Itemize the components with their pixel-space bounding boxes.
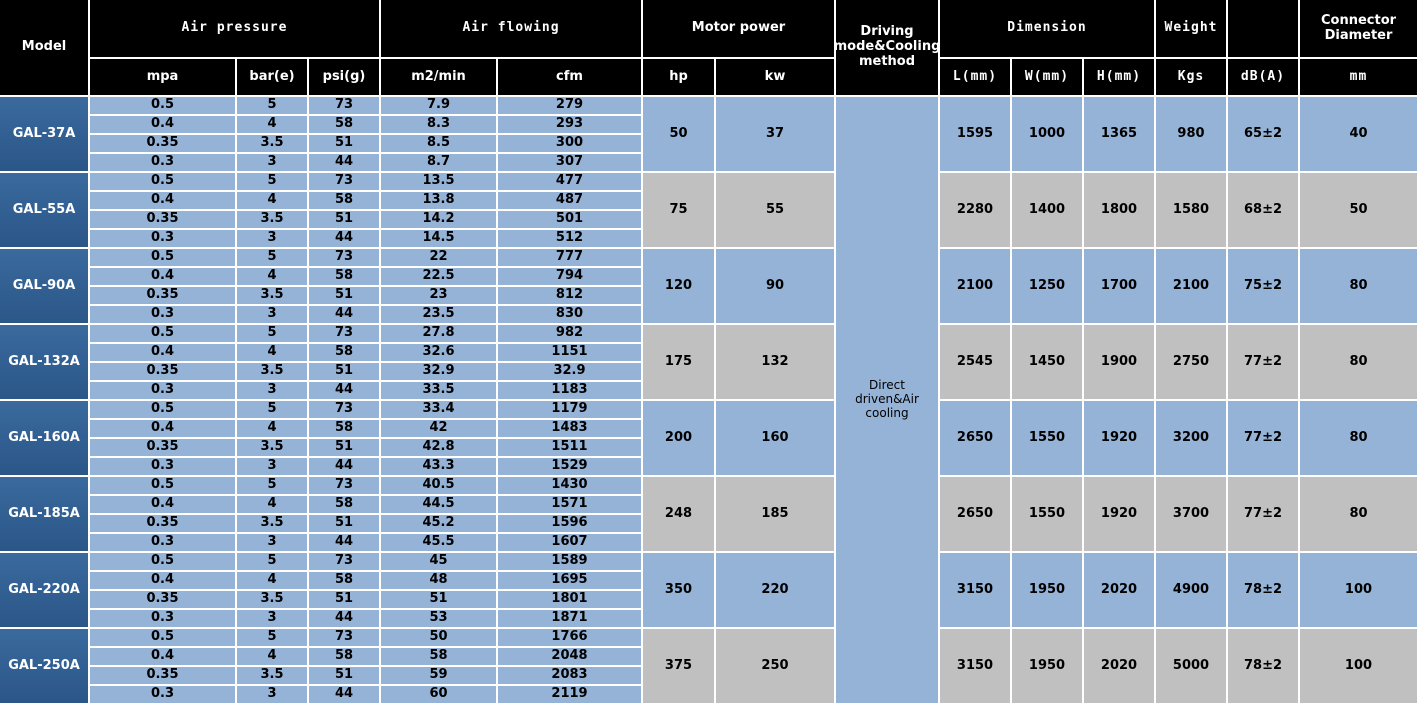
table-cell: 0.4 (90, 572, 235, 589)
table-cell: 0.4 (90, 116, 235, 133)
spec-kw: 37 (716, 97, 834, 171)
table-cell: 58 (309, 420, 379, 437)
spec-h: 2020 (1084, 629, 1154, 703)
spec-kw: 185 (716, 477, 834, 551)
spec-l: 2650 (940, 477, 1010, 551)
spec-db: 78±2 (1228, 629, 1298, 703)
table-cell: 4 (237, 116, 307, 133)
spec-hp: 248 (643, 477, 714, 551)
spec-kgs: 2100 (1156, 249, 1226, 323)
table-cell: 73 (309, 325, 379, 342)
spec-l: 1595 (940, 97, 1010, 171)
subheader-kw: kw (716, 59, 834, 95)
table-cell: 0.4 (90, 496, 235, 513)
table-cell: 44.5 (381, 496, 496, 513)
table-cell: 3 (237, 382, 307, 399)
table-cell: 53 (381, 610, 496, 627)
table-cell: 5 (237, 97, 307, 114)
table-cell: 48 (381, 572, 496, 589)
spec-l: 3150 (940, 553, 1010, 627)
table-cell: 58 (309, 116, 379, 133)
table-cell: 0.5 (90, 325, 235, 342)
table-cell: 43.3 (381, 458, 496, 475)
spec-l: 2280 (940, 173, 1010, 247)
table-cell: 3 (237, 306, 307, 323)
spec-db: 75±2 (1228, 249, 1298, 323)
table-cell: 8.7 (381, 154, 496, 171)
table-cell: 3.5 (237, 515, 307, 532)
table-cell: 73 (309, 249, 379, 266)
spec-h: 1700 (1084, 249, 1154, 323)
table-cell: 33.5 (381, 382, 496, 399)
table-cell: 0.35 (90, 287, 235, 304)
header-driving-method: Driving mode&Cooling method (836, 0, 938, 95)
table-cell: 3.5 (237, 211, 307, 228)
table-cell: 44 (309, 458, 379, 475)
spec-hp: 120 (643, 249, 714, 323)
model-name: GAL-250A (0, 629, 88, 703)
table-cell: 45 (381, 553, 496, 570)
table-cell: 50 (381, 629, 496, 646)
table-cell: 1695 (498, 572, 641, 589)
spec-kgs: 1580 (1156, 173, 1226, 247)
table-cell: 44 (309, 534, 379, 551)
table-cell: 2048 (498, 648, 641, 665)
table-cell: 4 (237, 420, 307, 437)
spec-w: 1550 (1012, 477, 1082, 551)
table-cell: 8.5 (381, 135, 496, 152)
table-cell: 59 (381, 667, 496, 684)
table-cell: 32.9 (498, 363, 641, 380)
table-cell: 982 (498, 325, 641, 342)
table-cell: 51 (309, 439, 379, 456)
table-cell: 27.8 (381, 325, 496, 342)
table-cell: 1571 (498, 496, 641, 513)
table-cell: 0.35 (90, 439, 235, 456)
table-cell: 3.5 (237, 591, 307, 608)
spec-mm: 80 (1300, 249, 1417, 323)
spec-w: 1450 (1012, 325, 1082, 399)
table-cell: 32.9 (381, 363, 496, 380)
table-cell: 58 (309, 344, 379, 361)
table-cell: 51 (309, 515, 379, 532)
table-cell: 0.4 (90, 344, 235, 361)
spec-l: 2100 (940, 249, 1010, 323)
table-cell: 45.5 (381, 534, 496, 551)
table-cell: 3.5 (237, 667, 307, 684)
spec-w: 1250 (1012, 249, 1082, 323)
spec-kw: 220 (716, 553, 834, 627)
table-cell: 1151 (498, 344, 641, 361)
table-cell: 44 (309, 610, 379, 627)
spec-hp: 375 (643, 629, 714, 703)
spec-db: 77±2 (1228, 325, 1298, 399)
spec-w: 1950 (1012, 629, 1082, 703)
subheader-lmm: L(mm) (940, 59, 1010, 95)
table-cell: 4 (237, 192, 307, 209)
table-cell: 0.4 (90, 648, 235, 665)
table-cell: 1596 (498, 515, 641, 532)
spec-w: 1000 (1012, 97, 1082, 171)
table-cell: 477 (498, 173, 641, 190)
table-cell: 0.35 (90, 211, 235, 228)
table-cell: 1183 (498, 382, 641, 399)
table-cell: 0.3 (90, 534, 235, 551)
table-cell: 44 (309, 154, 379, 171)
table-cell: 73 (309, 173, 379, 190)
header-connector: Connector Diameter (1300, 0, 1417, 57)
table-cell: 4 (237, 344, 307, 361)
table-cell: 51 (309, 363, 379, 380)
table-cell: 0.5 (90, 173, 235, 190)
table-cell: 51 (309, 287, 379, 304)
table-cell: 0.3 (90, 382, 235, 399)
table-cell: 22 (381, 249, 496, 266)
spec-l: 3150 (940, 629, 1010, 703)
table-cell: 14.2 (381, 211, 496, 228)
spec-mm: 100 (1300, 553, 1417, 627)
spec-db: 65±2 (1228, 97, 1298, 171)
table-cell: 32.6 (381, 344, 496, 361)
table-cell: 7.9 (381, 97, 496, 114)
spec-hp: 350 (643, 553, 714, 627)
table-cell: 501 (498, 211, 641, 228)
model-name: GAL-37A (0, 97, 88, 171)
model-name: GAL-185A (0, 477, 88, 551)
table-cell: 0.3 (90, 686, 235, 703)
table-cell: 73 (309, 477, 379, 494)
table-cell: 73 (309, 401, 379, 418)
table-cell: 0.3 (90, 306, 235, 323)
table-cell: 5 (237, 249, 307, 266)
table-cell: 0.35 (90, 363, 235, 380)
table-cell: 44 (309, 306, 379, 323)
table-cell: 3 (237, 610, 307, 627)
spec-hp: 75 (643, 173, 714, 247)
spec-w: 1950 (1012, 553, 1082, 627)
table-cell: 3 (237, 534, 307, 551)
spec-w: 1400 (1012, 173, 1082, 247)
spec-l: 2545 (940, 325, 1010, 399)
table-cell: 794 (498, 268, 641, 285)
model-name: GAL-132A (0, 325, 88, 399)
table-cell: 0.3 (90, 458, 235, 475)
table-cell: 13.8 (381, 192, 496, 209)
table-cell: 4 (237, 268, 307, 285)
spec-hp: 200 (643, 401, 714, 475)
table-cell: 13.5 (381, 173, 496, 190)
table-cell: 512 (498, 230, 641, 247)
spec-kw: 90 (716, 249, 834, 323)
header-motor-power: Motor power (643, 0, 834, 57)
spec-mm: 80 (1300, 477, 1417, 551)
table-cell: 51 (309, 667, 379, 684)
table-cell: 44 (309, 686, 379, 703)
table-cell: 4 (237, 496, 307, 513)
spec-db: 78±2 (1228, 553, 1298, 627)
subheader-mpa: mpa (90, 59, 235, 95)
table-cell: 2083 (498, 667, 641, 684)
spec-hp: 175 (643, 325, 714, 399)
table-cell: 14.5 (381, 230, 496, 247)
spec-kw: 250 (716, 629, 834, 703)
table-cell: 0.35 (90, 135, 235, 152)
table-cell: 0.35 (90, 591, 235, 608)
table-cell: 0.5 (90, 553, 235, 570)
model-name: GAL-90A (0, 249, 88, 323)
table-cell: 58 (309, 496, 379, 513)
subheader-psig: psi(g) (309, 59, 379, 95)
table-cell: 3.5 (237, 439, 307, 456)
table-cell: 3.5 (237, 135, 307, 152)
table-cell: 42.8 (381, 439, 496, 456)
spec-kgs: 980 (1156, 97, 1226, 171)
spec-kgs: 5000 (1156, 629, 1226, 703)
subheader-wmm: W(mm) (1012, 59, 1082, 95)
spec-h: 1365 (1084, 97, 1154, 171)
table-cell: 1483 (498, 420, 641, 437)
table-cell: 33.4 (381, 401, 496, 418)
spec-db: 77±2 (1228, 477, 1298, 551)
subheader-m2min: m2/min (381, 59, 496, 95)
table-cell: 45.2 (381, 515, 496, 532)
spec-l: 2650 (940, 401, 1010, 475)
table-cell: 0.5 (90, 97, 235, 114)
table-cell: 0.4 (90, 192, 235, 209)
spec-mm: 50 (1300, 173, 1417, 247)
table-cell: 1511 (498, 439, 641, 456)
table-cell: 51 (309, 135, 379, 152)
header-air-pressure: Air pressure (90, 0, 379, 57)
model-name: GAL-220A (0, 553, 88, 627)
spec-kw: 55 (716, 173, 834, 247)
spec-mm: 100 (1300, 629, 1417, 703)
table-cell: 58 (309, 648, 379, 665)
subheader-kgs: Kgs (1156, 59, 1226, 95)
table-cell: 3 (237, 230, 307, 247)
table-cell: 0.35 (90, 515, 235, 532)
table-cell: 0.35 (90, 667, 235, 684)
table-cell: 42 (381, 420, 496, 437)
spec-kgs: 4900 (1156, 553, 1226, 627)
table-cell: 830 (498, 306, 641, 323)
table-cell: 58 (381, 648, 496, 665)
table-cell: 51 (381, 591, 496, 608)
table-cell: 23 (381, 287, 496, 304)
spec-hp: 50 (643, 97, 714, 171)
table-cell: 73 (309, 629, 379, 646)
table-cell: 22.5 (381, 268, 496, 285)
table-cell: 5 (237, 477, 307, 494)
table-cell: 44 (309, 230, 379, 247)
table-cell: 5 (237, 629, 307, 646)
spec-db: 68±2 (1228, 173, 1298, 247)
table-cell: 58 (309, 268, 379, 285)
spec-h: 1900 (1084, 325, 1154, 399)
table-cell: 40.5 (381, 477, 496, 494)
subheader-hmm: H(mm) (1084, 59, 1154, 95)
subheader-cfm: cfm (498, 59, 641, 95)
spec-kgs: 2750 (1156, 325, 1226, 399)
table-cell: 777 (498, 249, 641, 266)
header-noise (1228, 0, 1298, 57)
spec-h: 1920 (1084, 477, 1154, 551)
table-cell: 3 (237, 154, 307, 171)
table-cell: 0.5 (90, 249, 235, 266)
table-cell: 3.5 (237, 287, 307, 304)
table-cell: 51 (309, 211, 379, 228)
table-cell: 73 (309, 553, 379, 570)
spec-h: 2020 (1084, 553, 1154, 627)
spec-w: 1550 (1012, 401, 1082, 475)
spec-kgs: 3200 (1156, 401, 1226, 475)
table-cell: 300 (498, 135, 641, 152)
spec-h: 1920 (1084, 401, 1154, 475)
table-cell: 5 (237, 553, 307, 570)
header-dimension: Dimension (940, 0, 1154, 57)
table-cell: 0.5 (90, 401, 235, 418)
driving-method-cell: Direct driven&Air cooling (836, 97, 938, 703)
table-cell: 1871 (498, 610, 641, 627)
header-model: Model (0, 0, 88, 95)
table-cell: 5 (237, 173, 307, 190)
table-cell: 1430 (498, 477, 641, 494)
spec-h: 1800 (1084, 173, 1154, 247)
spec-mm: 40 (1300, 97, 1417, 171)
table-cell: 1529 (498, 458, 641, 475)
table-cell: 1607 (498, 534, 641, 551)
table-cell: 0.4 (90, 420, 235, 437)
table-cell: 1801 (498, 591, 641, 608)
table-cell: 0.3 (90, 610, 235, 627)
table-cell: 8.3 (381, 116, 496, 133)
table-cell: 0.3 (90, 230, 235, 247)
spec-kw: 160 (716, 401, 834, 475)
table-cell: 812 (498, 287, 641, 304)
subheader-mm: mm (1300, 59, 1417, 95)
table-cell: 60 (381, 686, 496, 703)
model-name: GAL-55A (0, 173, 88, 247)
table-cell: 5 (237, 401, 307, 418)
table-cell: 58 (309, 572, 379, 589)
table-cell: 3 (237, 458, 307, 475)
table-cell: 0.3 (90, 154, 235, 171)
table-cell: 1589 (498, 553, 641, 570)
spec-db: 77±2 (1228, 401, 1298, 475)
table-cell: 4 (237, 572, 307, 589)
table-cell: 487 (498, 192, 641, 209)
spec-kgs: 3700 (1156, 477, 1226, 551)
table-cell: 0.5 (90, 477, 235, 494)
model-name: GAL-160A (0, 401, 88, 475)
header-weight: Weight (1156, 0, 1226, 57)
table-cell: 2119 (498, 686, 641, 703)
table-cell: 307 (498, 154, 641, 171)
table-cell: 4 (237, 648, 307, 665)
table-cell: 73 (309, 97, 379, 114)
table-cell: 58 (309, 192, 379, 209)
table-cell: 44 (309, 382, 379, 399)
spec-mm: 80 (1300, 401, 1417, 475)
table-cell: 5 (237, 325, 307, 342)
table-cell: 1179 (498, 401, 641, 418)
table-cell: 51 (309, 591, 379, 608)
table-cell: 23.5 (381, 306, 496, 323)
table-cell: 0.5 (90, 629, 235, 646)
table-cell: 279 (498, 97, 641, 114)
table-cell: 1766 (498, 629, 641, 646)
spec-kw: 132 (716, 325, 834, 399)
table-cell: 3.5 (237, 363, 307, 380)
table-cell: 0.4 (90, 268, 235, 285)
subheader-hp: hp (643, 59, 714, 95)
subheader-bare: bar(e) (237, 59, 307, 95)
table-cell: 3 (237, 686, 307, 703)
table-cell: 293 (498, 116, 641, 133)
subheader-dba: dB(A) (1228, 59, 1298, 95)
spec-mm: 80 (1300, 325, 1417, 399)
header-air-flowing: Air flowing (381, 0, 641, 57)
